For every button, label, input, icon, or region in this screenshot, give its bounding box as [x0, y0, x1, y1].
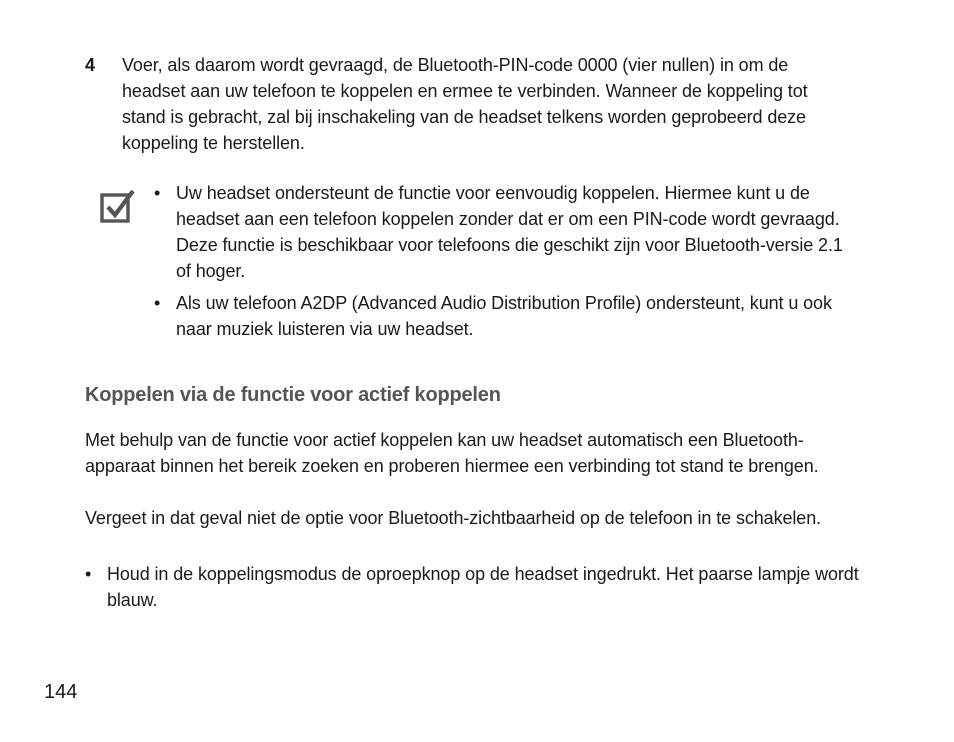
bullet: •	[85, 564, 92, 584]
step-4	[85, 52, 845, 156]
body-paragraph: Met behulp van de functie voor actief koppelen kan uw headset automatisch een Bluetooth-apparaat binnen het bereik zoeken en proberen hiermee een verbinding tot stand te brengen.	[85, 430, 819, 476]
list-item-text: Houd in de koppelingsmodus de oproepknop op de headset ingedrukt. Het paarse lampje wordt blauw.	[107, 564, 859, 610]
bullet: •	[154, 183, 161, 203]
note-item-text: Uw headset ondersteunt de functie voor eenvoudig koppelen. Hiermee kunt u de headset aan een telefoon koppelen zonder dat er om een PIN-code wordt gevraagd. Deze functie is beschikbaar voor telefoons die geschikt zijn voor Bluetooth-versie 2.1 of hoger.	[176, 183, 843, 281]
note-item	[154, 180, 844, 284]
section-title: Koppelen via de functie voor actief koppelen	[85, 384, 501, 406]
page-number: 144	[44, 681, 78, 703]
note-item	[154, 290, 844, 342]
step-number: 4	[85, 55, 96, 75]
step-text: Voer, als daarom wordt gevraagd, de Bluetooth-PIN-code 0000 (vier nullen) in om de headset aan uw telefoon te koppelen en ermee te verbinden. Wanneer de koppeling tot stand is gebracht, zal bij inschakeling van de headset telkens worden geprobeerd deze koppeling te herstellen.	[122, 55, 808, 153]
bullet: •	[154, 293, 161, 313]
note-item-text: Als uw telefoon A2DP (Advanced Audio Distribution Profile) ondersteunt, kunt u ook naar muziek luisteren via uw headset.	[176, 293, 832, 339]
checkbox-check-icon	[100, 188, 136, 224]
body-paragraph: Vergeet in dat geval niet de optie voor Bluetooth-zichtbaarheid op de telefoon in te schakelen.	[85, 508, 822, 528]
note-list	[154, 180, 844, 342]
instruction-list	[85, 561, 875, 613]
list-item	[85, 561, 875, 613]
